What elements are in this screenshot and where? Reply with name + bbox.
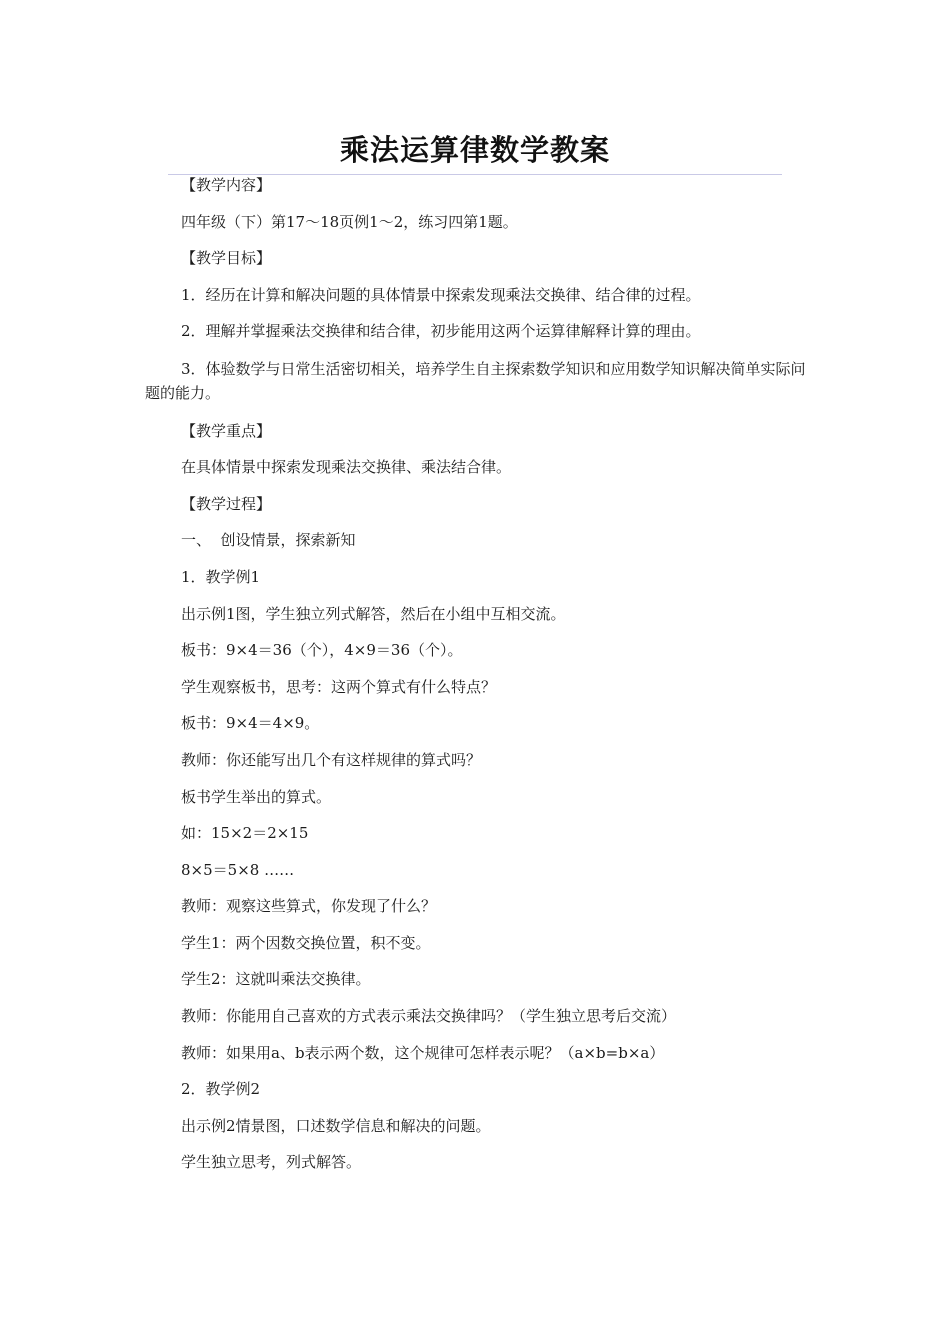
paragraph: 学生1：两个因数交换位置，积不变。 [181,933,431,952]
objective-item: 2．理解并掌握乘法交换律和结合律，初步能用这两个运算律解释计算的理由。 [181,322,701,341]
paragraph: 学生2：这就叫乘法交换律。 [181,970,371,989]
document-body [145,174,810,1173]
section-heading-process: 【教学过程】 [181,494,272,513]
paragraph: 学生独立思考，列式解答。 [181,1153,362,1172]
paragraph: 板书学生举出的算式。 [181,787,332,806]
document-title: 乘法运算律数学教案 [339,133,610,167]
objective-item: 3．体验数学与日常生活密切相关，培养学生自主探索数学知识和应用数学知识解决简单实际问题的能力。 [145,359,806,402]
step-subheading: 2．教学例2 [181,1080,261,1099]
paragraph: 四年级（下）第17～18页例1～2，练习四第1题。 [181,212,518,231]
paragraph: 教师：你能用自己喜欢的方式表示乘法交换律吗？（学生独立思考后交流） [181,1007,677,1026]
paragraph: 教师：观察这些算式，你发现了什么？ [181,897,437,916]
paragraph: 在具体情景中探索发现乘法交换律、乘法结合律。 [181,458,512,477]
paragraph: 板书：9×4＝36（个），4×9＝36（个）。 [181,641,463,660]
step-subheading: 1．教学例1 [181,567,261,586]
paragraph: 如：15×2＝2×15 [181,824,309,843]
paragraph: 出示例1图，学生独立列式解答，然后在小组中互相交流。 [181,604,566,623]
paragraph: 出示例2情景图，口述数学信息和解决的问题。 [181,1116,491,1135]
section-heading-objectives: 【教学目标】 [181,249,272,268]
section-heading-focus: 【教学重点】 [181,421,272,440]
paragraph: 教师：你还能写出几个有这样规律的算式吗？ [181,750,482,769]
paragraph: 板书：9×4＝4×9。 [181,714,320,733]
objective-item: 1．经历在计算和解决问题的具体情景中探索发现乘法交换律、结合律的过程。 [181,285,701,304]
step-heading: 一、 创设情景，探索新知 [181,531,356,550]
paragraph: 教师：如果用a、b表示两个数，这个规律可怎样表示呢？（a×b=b×a） [181,1043,665,1062]
section-heading-content: 【教学内容】 [181,176,272,194]
paragraph: 学生观察板书，思考：这两个算式有什么特点？ [181,677,497,696]
paragraph: 8×5＝5×8 …… [181,860,295,879]
